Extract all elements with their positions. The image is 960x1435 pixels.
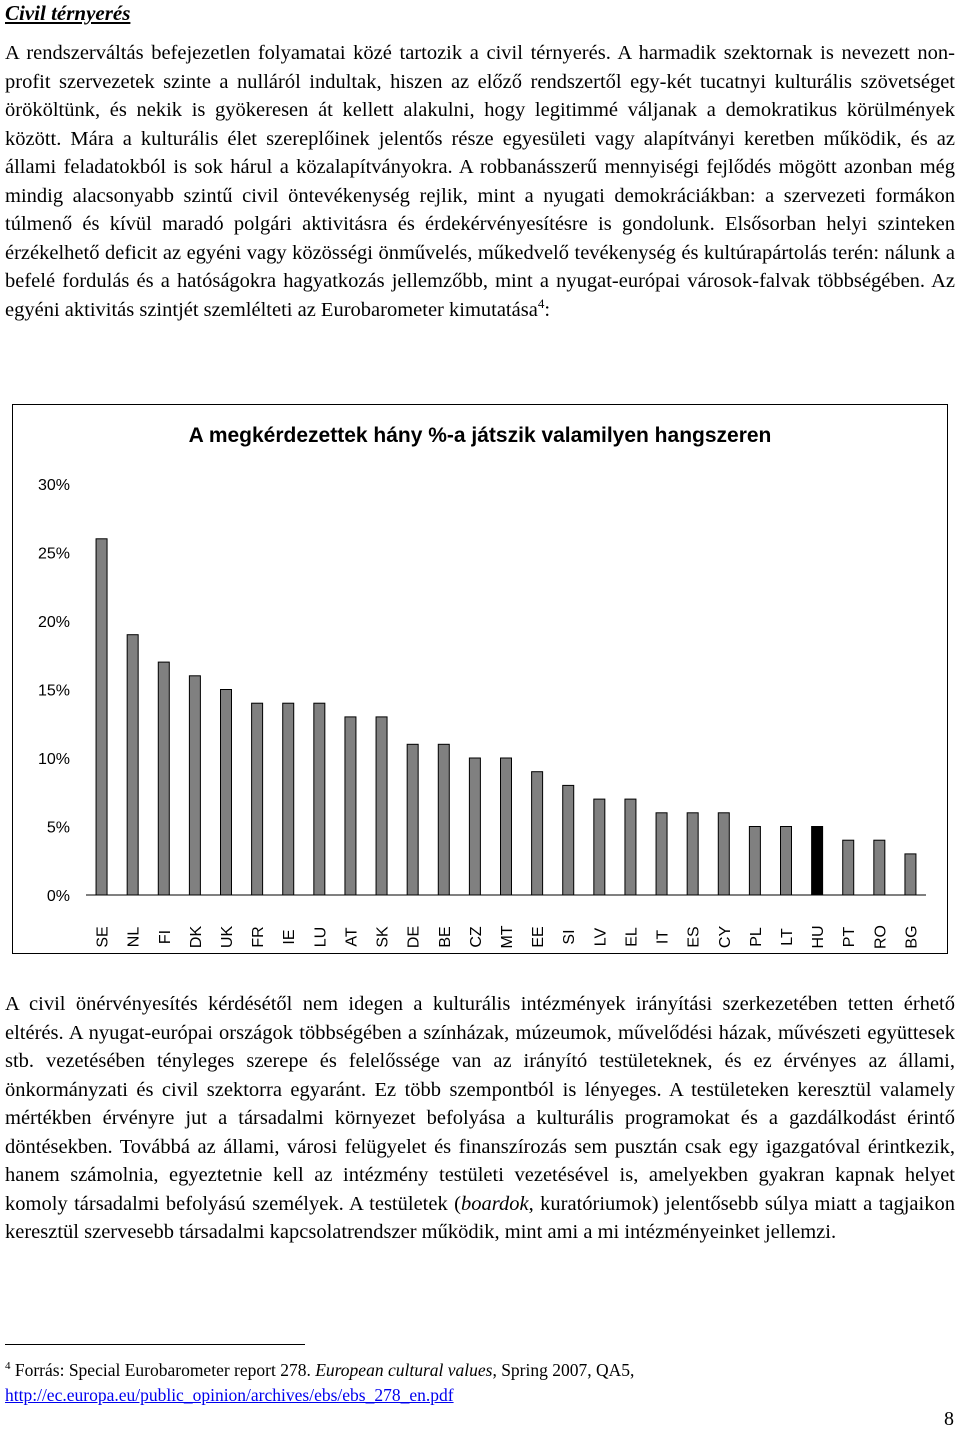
section-heading: Civil térnyerés [5, 1, 131, 25]
footnote-text: Forrás: Special Eurobarometer report 278. [10, 1360, 316, 1380]
footnote-text-end: , Spring 2007, QA5, [492, 1360, 635, 1380]
bar-mt [501, 758, 512, 895]
x-tick-label-pt: PT [841, 926, 859, 948]
x-tick-label-fi: FI [156, 929, 174, 945]
bar-pt [843, 840, 854, 895]
x-tick-label-hu: HU [810, 925, 828, 949]
bar-nl [127, 635, 138, 895]
footnote-italic-title: European cultural values [315, 1360, 493, 1380]
x-tick-label-pl: PL [747, 927, 765, 947]
bar-fr [252, 703, 263, 895]
bar-be [438, 744, 449, 895]
x-tick-label-mt: MT [499, 925, 516, 949]
x-tick-label-si: SI [561, 929, 579, 945]
x-tick-label-cy: CY [716, 925, 734, 949]
x-tick-label-lv: LV [592, 927, 610, 947]
bar-dk [189, 676, 200, 895]
bar-el [625, 799, 636, 895]
paragraph-intro-tail: : [544, 298, 551, 321]
bar-ro [874, 840, 885, 895]
y-tick-label: 20% [37, 614, 70, 631]
y-tick-label: 30% [37, 477, 70, 494]
y-tick-label: 25% [37, 545, 70, 563]
y-tick-label: 0% [46, 888, 70, 905]
x-tick-label-uk: UK [219, 925, 236, 949]
x-tick-label-ro: RO [872, 925, 890, 949]
bar-ie [283, 703, 294, 895]
bar-lv [594, 799, 605, 895]
footnote-separator [5, 1344, 305, 1345]
y-tick-label: 15% [37, 682, 70, 700]
footnote-number: 4 [5, 1360, 11, 1373]
bar-hu [812, 827, 823, 896]
x-tick-label-fr: FR [250, 926, 268, 948]
x-tick-label-bg: BG [903, 925, 921, 949]
page-number: 8 [944, 1408, 954, 1430]
x-tick-label-cz: CZ [467, 926, 485, 948]
paragraph-governance-text-end: , kuratóriumok) jelentősebb súlya miatt a tagjaikon keresztül szervesebb társadalmi kapcsolatrendszer működik, mint ami a mi intézményeinket jellemzi. [5, 1192, 955, 1243]
bar-lu [314, 703, 325, 895]
x-tick-label-ie: IE [281, 929, 299, 945]
x-tick-label-lu: LU [312, 926, 330, 948]
x-tick-label-de: DE [405, 925, 423, 949]
bar-de [407, 744, 418, 895]
x-tick-label-it: IT [654, 929, 672, 945]
bar-cy [718, 813, 729, 895]
bar-pl [749, 827, 760, 896]
bar-bg [905, 854, 916, 895]
bar-ee [532, 772, 543, 895]
x-tick-label-es: ES [685, 926, 703, 948]
paragraph-governance [5, 990, 955, 1247]
paragraph-governance-italic: boardok [461, 1192, 529, 1215]
bar-sk [376, 717, 387, 895]
x-tick-label-ee: EE [530, 926, 548, 948]
bar-se [96, 539, 107, 895]
bar-lt [781, 827, 792, 896]
paragraph-intro-text: A rendszerváltás befejezetlen folyamatai közé tartozik a civil térnyerés. A harmadik szektornak is nevezett non-profit szervezetek szinte a nulláról indultak, hiszen az előző rendszertől egy-két tucatnyi kulturális szövetséget örököltünk, és nekik is gyökeresen át kellett alakulni, hogy legitimmé váljanak a demokratikus körülmények között. Mára a kulturális élet szereplőinek jelentős része egyesületi vagy alapítványi keretben működik, és az állami feladatokból is sok hárul a közalapítványokra. A robbanásszerű mennyiségi fejlődés mögött azonban még mindig alacsonyabb szintű civil öntevékenység rejlik, mint a nyugati demokráciákban: a szervezeti formákon túlmenő és kívül maradó polgári aktivitásra és érdekérvényesítésre is gondolunk. Elsősorban helyi szinteken érzékelhető deficit az egyéni vagy közösségi önművelés, műkedvelő tevékenység és kultúrapártolás terén: nálunk a befelé fordulás és a hatóságokra hagyatkozás jellemzőbb, mint a nyugat-európai városok-falvak többségében. Az egyéni aktivitás szintjét szemlélteti az Eurobarometer kimutatása [5, 42, 955, 321]
x-tick-label-sk: SK [374, 926, 392, 948]
x-tick-label-dk: DK [187, 925, 205, 949]
x-tick-label-lt: LT [779, 928, 796, 946]
x-tick-label-se: SE [94, 926, 112, 948]
x-tick-label-nl: NL [125, 926, 143, 948]
footnote [5, 1358, 905, 1408]
paragraph-governance-text: A civil önérvényesítés kérdésétől nem idegen a kulturális intézmények irányítási szerkezetében tetten érhető eltérés. A nyugat-európai országok többségében a színházak, múzeumok, művelődési házak, művészeti együttesek stb. vezetésében tényleges szerepe és felelőssége van az irányító testületeknek, és ez érvényes az állami, önkormányzati és civil szektorra egyaránt. Ez több szempontból is lényeges. A testületeken keresztül valamely mértékben érvényre jut a társadalmi környezet befolyása a kulturális programokat és a gazdálkodást érintő döntésekben. Továbbá az állami, városi felügyelet és finanszírozás sem pusztán csak egy igazgatóval érintkezik, hanem számolnia, egyeztetnie kell az intézmény testületi vezetésével is, amelyekben gyakran kapnak helyet komoly társadalmi befolyású személyek. A testületek ( [5, 993, 955, 1215]
bar-fi [158, 662, 169, 895]
x-tick-label-be: BE [436, 926, 454, 948]
x-tick-label-at: AT [343, 927, 361, 947]
chart-title: A megkérdezettek hány %-a játszik valamilyen hangszeren [188, 424, 772, 447]
bar-at [345, 717, 356, 895]
bar-cz [469, 758, 480, 895]
bar-es [687, 813, 698, 895]
x-tick-label-el: EL [623, 927, 641, 947]
y-tick-label: 5% [46, 819, 70, 837]
bar-si [563, 785, 574, 895]
bar-it [656, 813, 667, 895]
footnote-link[interactable]: http://ec.europa.eu/public_opinion/archives/ebs/ebs_278_en.pdf [5, 1385, 454, 1405]
bar-uk [221, 690, 232, 896]
y-tick-label: 10% [37, 751, 70, 768]
footnote-reference[interactable]: 4 [537, 295, 545, 311]
